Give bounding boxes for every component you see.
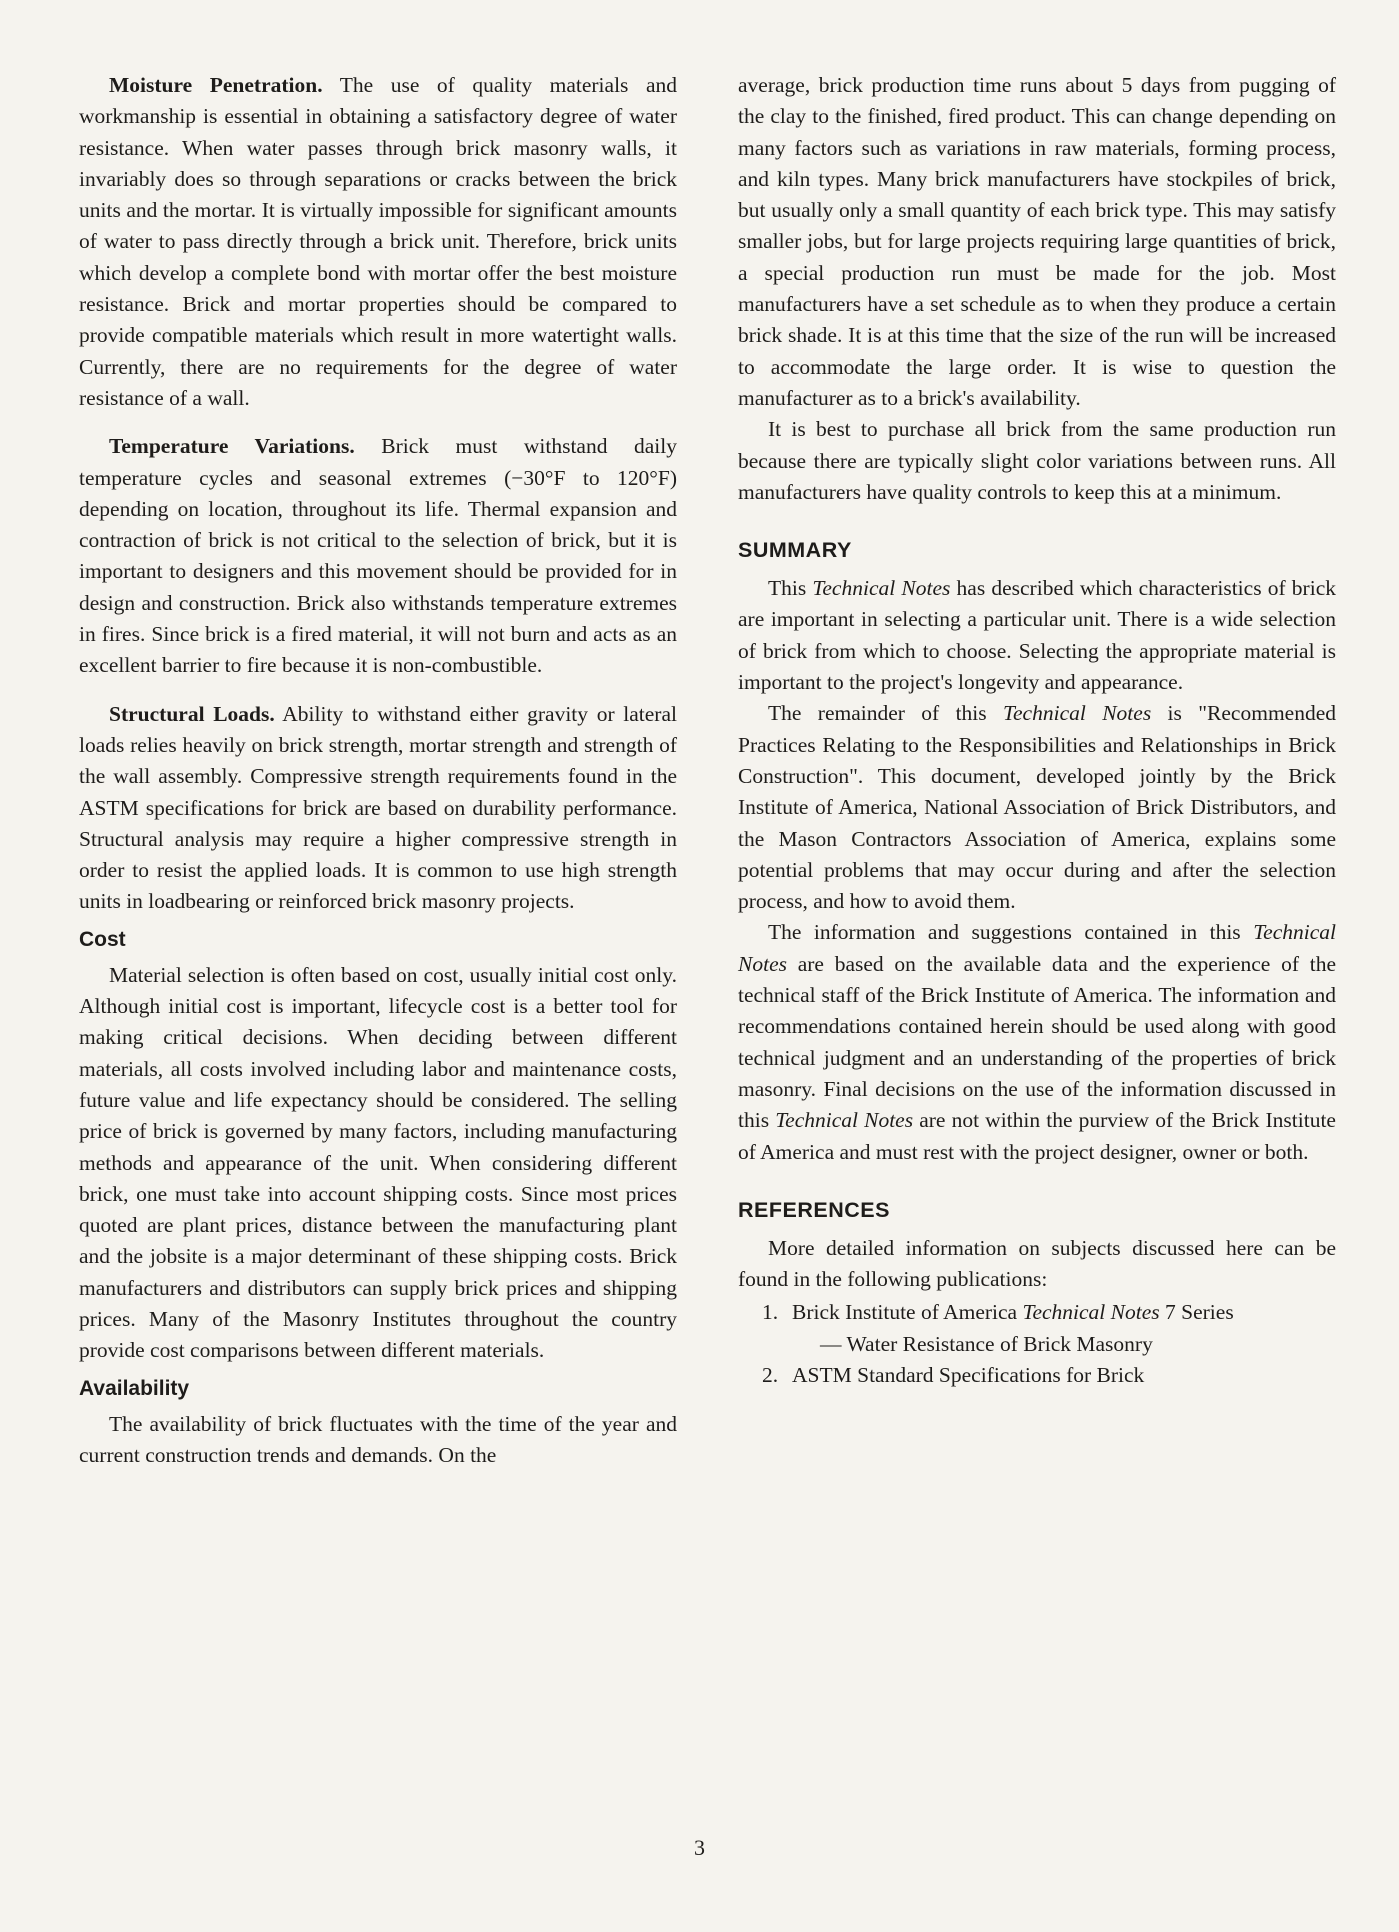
summary-p1-text-a: This bbox=[768, 576, 813, 601]
summary-p2-text-b: is "Recommended Practices Relating to the Responsibilities and Relationships in Brick Construction". This document, developed jointly by the Brick Institute of America, National Association of Brick Distributors, and the Mason Contractors Association of America, explains some potential problems that may occur during and after the selection process, and how to avoid them. bbox=[738, 701, 1336, 914]
moisture-runin-heading: Moisture Penetration. bbox=[109, 73, 323, 97]
reference-1-subtitle: — Water Resistance of Brick Masonry bbox=[820, 1331, 1153, 1356]
availability-paragraph: The availability of brick fluctuates with the time of the year and current construction trends and demands. On the bbox=[79, 1411, 677, 1467]
summary-paragraph-1 bbox=[738, 573, 1336, 698]
summary-heading: SUMMARY bbox=[738, 538, 852, 563]
reference-1-text-a: Brick Institute of America bbox=[792, 1300, 1023, 1325]
cost-paragraph: Material selection is often based on cost, usually initial cost only. Although initial cost is important, lifecycle cost is a better tool for making critical decisions. When deciding between different materials, all costs involved including labor and maintenance costs, future value and life expectancy should be considered. The selling price of brick is governed by many factors, including manufacturing methods and appearance of the unit. When considering different brick, one must take into account shipping costs. Since most prices quoted are plant prices, distance between the manufacturing plant and the jobsite is a major determinant of these shipping costs. Brick manufacturers and distributors can supply brick prices and shipping prices. Many of the Masonry Institutes throughout the country provide cost comparisons between different materials. bbox=[79, 962, 677, 1363]
availability-second-paragraph: It is best to purchase all brick from the same production run because there are typically slight color variations between runs. All manufacturers have quality controls to keep this at a minimum. bbox=[738, 417, 1336, 504]
summary-p3-text-b: are based on the available data and the experience of the technical staff of the Brick Institute of America. The information and recommendations contained herein should be used along with good technical judgment and an understanding of the properties of brick masonry. Final decisions on the use of the information discussed in this bbox=[738, 951, 1336, 1133]
cost-heading: Cost bbox=[79, 927, 126, 951]
references-heading: REFERENCES bbox=[738, 1197, 890, 1222]
summary-p3-italic-2: Technical Notes bbox=[775, 1108, 914, 1133]
references-list bbox=[738, 1297, 1336, 1391]
summary-p3-text-c: are not within the purview of the Brick Institute of America and must rest with the project designer, owner or both. bbox=[738, 1108, 1336, 1164]
summary-paragraph-2 bbox=[738, 698, 1336, 917]
structural-text: Ability to withstand either gravity or lateral loads relies heavily on brick strength, mortar strength and strength of the wall assembly. Compressive strength requirements found in the ASTM specifications for brick are based on durability performance. Structural analysis may require a higher compressive strength in order to resist the applied loads. It is common to use high strength units in loadbearing or reinforced brick masonry projects. bbox=[79, 701, 677, 914]
reference-1-italic: Technical Notes bbox=[1022, 1300, 1160, 1325]
temperature-runin-heading: Temperature Variations. bbox=[109, 434, 355, 459]
summary-paragraph-3 bbox=[738, 917, 1336, 1167]
temperature-text: Brick must withstand daily temperature cycles and seasonal extremes (−30°F to 120°F) depending on location, throughout its life. Thermal expansion and contraction of brick is not critical to the selection of brick, but it is important to designers and this movement should be provided for in design and construction. Brick also withstands temperature extremes in fires. Since brick is a fired material, it will not burn and acts as an excellent barrier to fire because it is non-combustible. bbox=[79, 434, 677, 678]
availability-heading: Availability bbox=[79, 1376, 190, 1400]
moisture-paragraph bbox=[79, 70, 677, 414]
reference-item bbox=[738, 1360, 1336, 1391]
left-column bbox=[79, 70, 677, 1471]
summary-p3-italic: Technical Notes bbox=[738, 920, 1336, 976]
reference-number: 2. bbox=[762, 1362, 779, 1387]
summary-p2-italic: Technical Notes bbox=[1003, 701, 1152, 726]
structural-paragraph bbox=[79, 699, 677, 918]
summary-p3-text-a: The information and suggestions contained in this bbox=[768, 920, 1254, 945]
summary-p1-text-b: has described which characteristics of brick are important in selecting a particular unit. There is a wide selection of brick from which to choose. Selecting the appropriate material is important to the project's longevity and appearance. bbox=[738, 576, 1336, 695]
right-column bbox=[738, 70, 1336, 1391]
reference-number: 1. bbox=[762, 1300, 779, 1325]
structural-runin-heading: Structural Loads. bbox=[109, 701, 275, 726]
reference-text bbox=[792, 1297, 1336, 1360]
reference-text: ASTM Standard Specifications for Brick bbox=[792, 1362, 1145, 1387]
reference-1-text-b: 7 Series bbox=[1159, 1300, 1234, 1325]
references-intro: More detailed information on subjects discussed here can be found in the following publications: bbox=[738, 1235, 1336, 1292]
summary-p2-text-a: The remainder of this bbox=[768, 701, 1004, 726]
availability-continued-paragraph: average, brick production time runs about 5 days from pugging of the clay to the finished, fired product. This can change depending on many factors such as variations in raw materials, forming process, and kiln types. Many brick manufacturers have stockpiles of brick, but usually only a small quantity of each brick type. This may satisfy smaller jobs, but for large projects requiring large quantities of brick, a special production run must be made for the job. Most manufacturers have a set schedule as to when they produce a certain brick shade. It is at this time that the size of the run will be increased to accommodate the large order. It is wise to question the manufacturer as to a brick's availability. bbox=[738, 73, 1336, 410]
moisture-text: The use of quality materials and workmanship is essential in obtaining a satisfactory degree of water resistance. When water passes through brick masonry walls, it invariably does so through separations or cracks between the brick units and the mortar. It is virtually impossible for significant amounts of water to pass directly through a brick unit. Therefore, brick units which develop a complete bond with mortar offer the best moisture resistance. Brick and mortar properties should be compared to provide compatible materials which result in more watertight walls. Currently, there are no requirements for the degree of water resistance of a wall. bbox=[79, 73, 677, 410]
temperature-paragraph bbox=[79, 431, 677, 681]
page-number: 3 bbox=[694, 1835, 705, 1860]
summary-p1-italic: Technical Notes bbox=[812, 576, 951, 601]
reference-item bbox=[738, 1297, 1336, 1360]
